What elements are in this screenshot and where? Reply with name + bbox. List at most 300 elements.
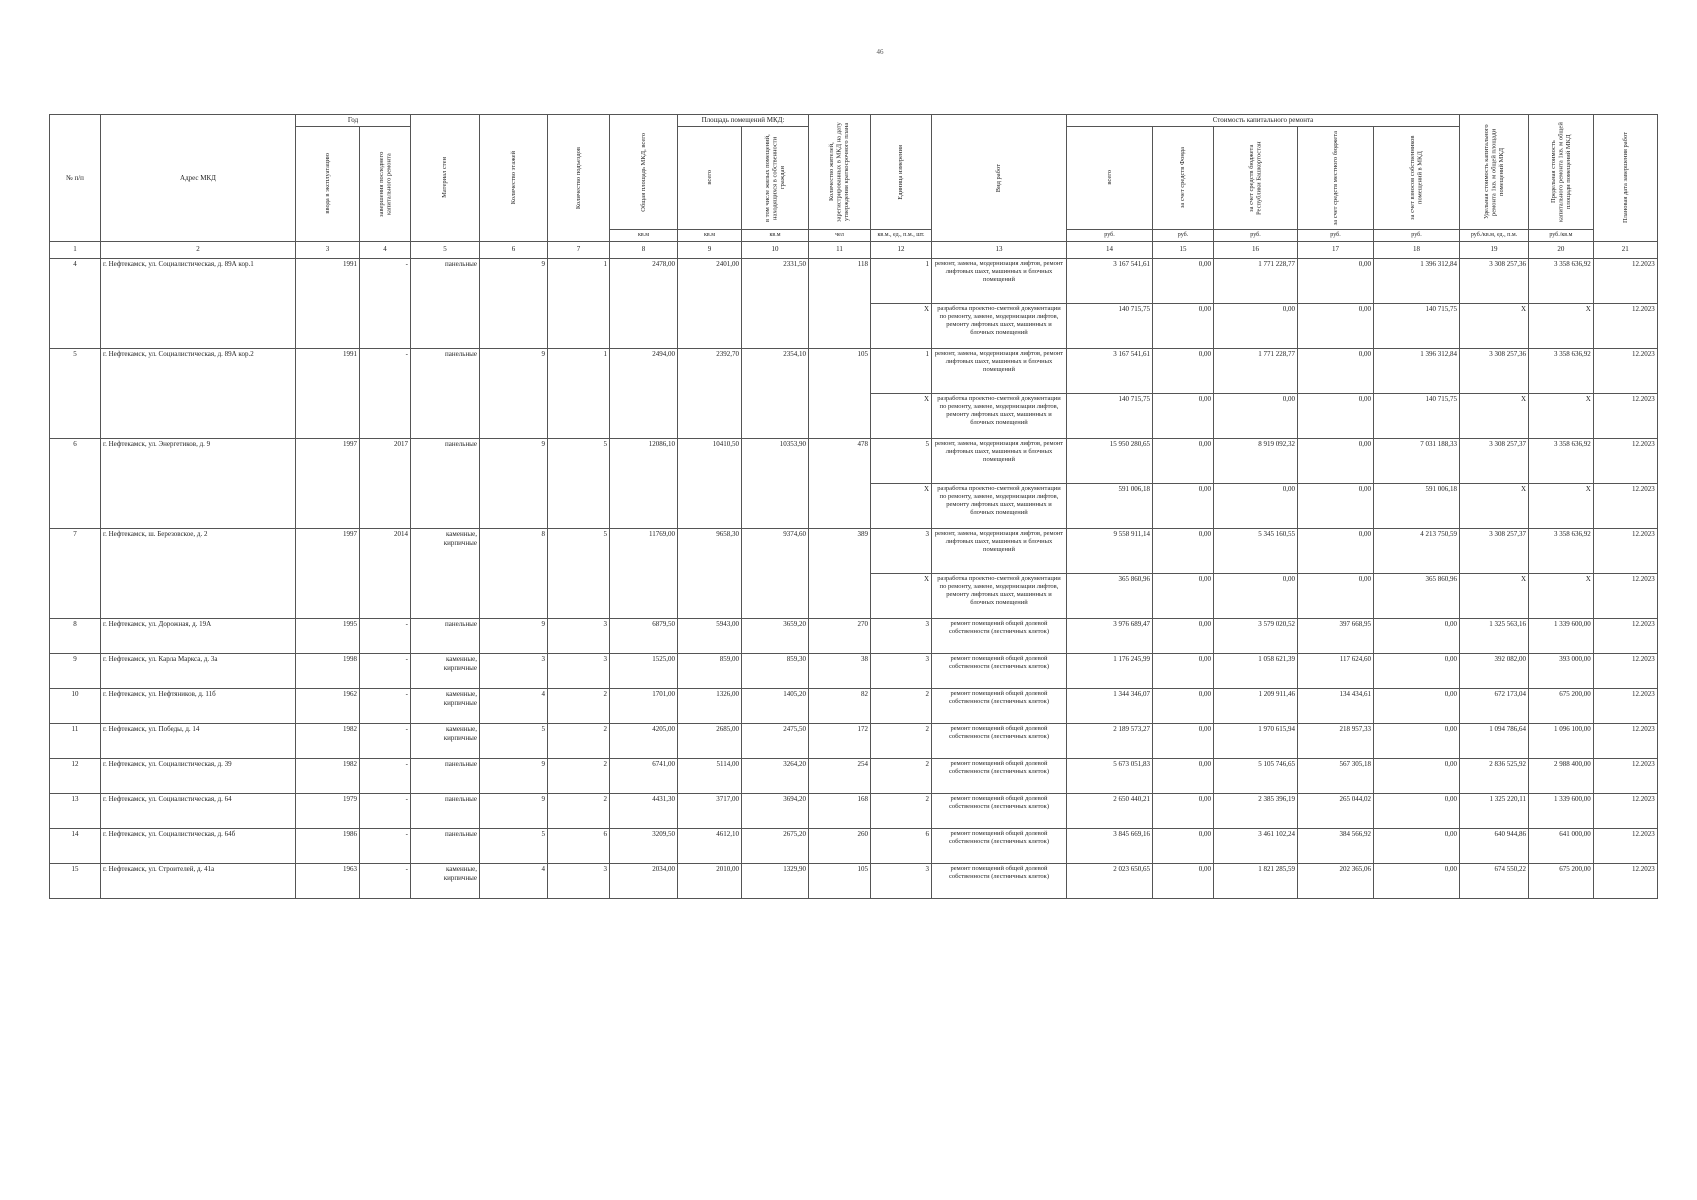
header-area-all: всего (678, 126, 742, 229)
header-area-group: Площадь помещений МКД: (678, 115, 809, 127)
cell-qty: X (871, 303, 932, 348)
page-number: 46 (876, 48, 884, 56)
cell-qty: 3 (871, 528, 932, 573)
cell-last-repair: - (360, 863, 411, 898)
cell-deadline: 12.2023 (1593, 258, 1657, 303)
column-number: 3 (296, 241, 360, 258)
cell-entrances: 3 (548, 863, 610, 898)
cell-last-repair: - (360, 688, 411, 723)
cell-floors: 9 (480, 438, 548, 528)
cell-floors: 9 (480, 258, 548, 348)
cell-floors: 4 (480, 688, 548, 723)
cell-residents: 105 (809, 348, 871, 438)
cell-residents: 478 (809, 438, 871, 528)
cell-qty: 2 (871, 723, 932, 758)
table-row (50, 688, 1658, 723)
cell-entrances: 2 (548, 758, 610, 793)
cell-area-all: 9658,30 (678, 528, 742, 618)
cell-total-area: 2034,00 (610, 863, 678, 898)
cell-cost-rb: 3 461 102,24 (1214, 828, 1298, 863)
cell-cost-total: 140 715,75 (1067, 303, 1153, 348)
cell-qty: X (871, 573, 932, 618)
cell-address: г. Нефтекамск, ш. Березовское, д. 2 (101, 528, 296, 618)
cell-unit-cost: X (1460, 483, 1529, 528)
column-number: 9 (678, 241, 742, 258)
header-year-last-repair: завершения последнего капитального ремонта (360, 126, 411, 241)
cell-num: 11 (50, 723, 101, 758)
cell-total-area: 1525,00 (610, 653, 678, 688)
cell-year: 1963 (296, 863, 360, 898)
column-number: 6 (480, 241, 548, 258)
cell-cost-total: 140 715,75 (1067, 393, 1153, 438)
cell-total-area: 4431,30 (610, 793, 678, 828)
table-row (50, 723, 1658, 758)
cell-cost-rb: 1 771 228,77 (1214, 258, 1298, 303)
column-number: 21 (1593, 241, 1657, 258)
cell-cost-local: 265 044,02 (1298, 793, 1374, 828)
cell-cost-local: 0,00 (1298, 438, 1374, 483)
cell-residents: 389 (809, 528, 871, 618)
header-area-owned: в том числе жилых помещений, находящихся в собственности граждан (742, 126, 809, 229)
cell-cost-rb: 3 579 020,52 (1214, 618, 1298, 653)
cell-cost-owners: 0,00 (1374, 653, 1460, 688)
column-numbers-row (50, 241, 1658, 258)
cell-cost-local: 0,00 (1298, 303, 1374, 348)
cell-cost-local: 202 365,06 (1298, 863, 1374, 898)
cell-cost-owners: 0,00 (1374, 618, 1460, 653)
cell-qty: 3 (871, 618, 932, 653)
cell-cost-local: 567 305,18 (1298, 758, 1374, 793)
column-number: 5 (411, 241, 480, 258)
cell-area-owned: 9374,60 (742, 528, 809, 618)
unit-cost-fund: руб. (1153, 229, 1214, 241)
cell-entrances: 2 (548, 723, 610, 758)
header-floors: Количество этажей (480, 115, 548, 242)
cell-area-owned: 3264,20 (742, 758, 809, 793)
table-row (50, 438, 1658, 483)
cell-material: панельные (411, 438, 480, 528)
cell-num: 9 (50, 653, 101, 688)
cell-material: панельные (411, 793, 480, 828)
unit-cost-owners: руб. (1374, 229, 1460, 241)
column-number: 11 (809, 241, 871, 258)
cell-cost-rb: 8 919 092,32 (1214, 438, 1298, 483)
cell-area-all: 2685,00 (678, 723, 742, 758)
column-number: 2 (101, 241, 296, 258)
table-row (50, 863, 1658, 898)
cell-cost-fund: 0,00 (1153, 863, 1214, 898)
cell-cost-fund: 0,00 (1153, 393, 1214, 438)
cell-entrances: 2 (548, 793, 610, 828)
cell-area-all: 10410,50 (678, 438, 742, 528)
cell-cost-fund: 0,00 (1153, 573, 1214, 618)
cell-limit-cost: 641 000,00 (1529, 828, 1594, 863)
cell-year: 1962 (296, 688, 360, 723)
cell-area-owned: 2354,10 (742, 348, 809, 438)
cell-cost-owners: 140 715,75 (1374, 393, 1460, 438)
cell-last-repair: 2014 (360, 528, 411, 618)
unit-unit-cost: руб./кв.м, ед., п.м. (1460, 229, 1529, 241)
cell-address: г. Нефтекамск, ул. Социалистическая, д. 89А кор.1 (101, 258, 296, 348)
cell-cost-fund: 0,00 (1153, 828, 1214, 863)
cell-cost-rb: 1 771 228,77 (1214, 348, 1298, 393)
cell-cost-rb: 5 105 746,65 (1214, 758, 1298, 793)
cell-cost-fund: 0,00 (1153, 438, 1214, 483)
cell-num: 15 (50, 863, 101, 898)
cell-num: 12 (50, 758, 101, 793)
cell-floors: 4 (480, 863, 548, 898)
table-row (50, 348, 1658, 393)
column-number: 10 (742, 241, 809, 258)
cell-year: 1991 (296, 348, 360, 438)
cell-last-repair: - (360, 618, 411, 653)
header-wall-material: Материал стен (411, 115, 480, 242)
unit-cost-rb: руб. (1214, 229, 1298, 241)
cell-qty: 3 (871, 653, 932, 688)
unit-area-owned: кв.м (742, 229, 809, 241)
cell-address: г. Нефтекамск, ул. Социалистическая, д. 89А кор.2 (101, 348, 296, 438)
unit-measure: кв.м., ед., п.м., шт. (871, 229, 932, 241)
cell-deadline: 12.2023 (1593, 618, 1657, 653)
cell-unit-cost: 672 173,04 (1460, 688, 1529, 723)
cell-work-type: ремонт, замена, модернизация лифтов, ремонт лифтовых шахт, машинных и блочных помещений (932, 528, 1067, 573)
header-cost-rb: за счет средств бюджета Республики Башкортостан (1214, 126, 1298, 229)
cell-unit-cost: X (1460, 303, 1529, 348)
cell-cost-owners: 0,00 (1374, 758, 1460, 793)
cell-cost-total: 2 023 650,65 (1067, 863, 1153, 898)
cell-cost-fund: 0,00 (1153, 258, 1214, 303)
cell-area-all: 3717,00 (678, 793, 742, 828)
cell-residents: 82 (809, 688, 871, 723)
table-row (50, 528, 1658, 573)
cell-floors: 5 (480, 723, 548, 758)
cell-last-repair: - (360, 828, 411, 863)
cell-cost-rb: 0,00 (1214, 483, 1298, 528)
cell-work-type: ремонт помещений общей долевой собственности (лестничных клеток) (932, 863, 1067, 898)
cell-unit-cost: 2 836 525,92 (1460, 758, 1529, 793)
cell-year: 1995 (296, 618, 360, 653)
cell-work-type: ремонт помещений общей долевой собственности (лестничных клеток) (932, 653, 1067, 688)
cell-num: 4 (50, 258, 101, 348)
cell-limit-cost: 3 358 636,92 (1529, 438, 1594, 483)
cell-residents: 105 (809, 863, 871, 898)
cell-work-type: ремонт помещений общей долевой собственности (лестничных клеток) (932, 723, 1067, 758)
cell-cost-fund: 0,00 (1153, 303, 1214, 348)
unit-limit-cost: руб./кв.м (1529, 229, 1594, 241)
cell-cost-total: 365 860,96 (1067, 573, 1153, 618)
cell-total-area: 2478,00 (610, 258, 678, 348)
column-number: 12 (871, 241, 932, 258)
cell-total-area: 1701,00 (610, 688, 678, 723)
cell-total-area: 11769,00 (610, 528, 678, 618)
cell-cost-local: 218 957,33 (1298, 723, 1374, 758)
cell-floors: 9 (480, 618, 548, 653)
cell-total-area: 12086,10 (610, 438, 678, 528)
cell-deadline: 12.2023 (1593, 393, 1657, 438)
table-row (50, 758, 1658, 793)
cell-deadline: 12.2023 (1593, 793, 1657, 828)
cell-cost-local: 0,00 (1298, 573, 1374, 618)
cell-total-area: 4205,00 (610, 723, 678, 758)
cell-qty: 2 (871, 793, 932, 828)
cell-deadline: 12.2023 (1593, 573, 1657, 618)
cell-last-repair: - (360, 758, 411, 793)
unit-total-area: кв.м (610, 229, 678, 241)
cell-unit-cost: 392 082,00 (1460, 653, 1529, 688)
cell-limit-cost: X (1529, 573, 1594, 618)
cell-work-type: ремонт, замена, модернизация лифтов, ремонт лифтовых шахт, машинных и блочных помещений (932, 258, 1067, 303)
cell-area-owned: 3694,20 (742, 793, 809, 828)
cell-cost-owners: 7 031 188,33 (1374, 438, 1460, 483)
cell-material: каменные, кирпичные (411, 863, 480, 898)
cell-entrances: 3 (548, 618, 610, 653)
cell-entrances: 1 (548, 258, 610, 348)
cell-area-owned: 2675,20 (742, 828, 809, 863)
cell-cost-owners: 1 396 312,84 (1374, 258, 1460, 303)
cell-cost-rb: 1 821 285,59 (1214, 863, 1298, 898)
cell-work-type: разработка проектно-сметной документации по ремонту, замене, модернизации лифтов, ремонту лифтовых шахт, машинных и блочных помещений (932, 573, 1067, 618)
header-entrances: Количество подъездов (548, 115, 610, 242)
cell-address: г. Нефтекамск, ул. Дорожная, д. 19А (101, 618, 296, 653)
cell-cost-fund: 0,00 (1153, 723, 1214, 758)
column-number: 18 (1374, 241, 1460, 258)
header-cost-group: Стоимость капитального ремонта (1067, 115, 1460, 127)
cell-cost-total: 1 344 346,07 (1067, 688, 1153, 723)
cell-residents: 168 (809, 793, 871, 828)
cell-qty: X (871, 483, 932, 528)
cell-address: г. Нефтекамск, ул. Энергетиков, д. 9 (101, 438, 296, 528)
cell-floors: 5 (480, 828, 548, 863)
cell-cost-rb: 1 209 911,46 (1214, 688, 1298, 723)
cell-deadline: 12.2023 (1593, 723, 1657, 758)
cell-qty: 1 (871, 348, 932, 393)
cell-address: г. Нефтекамск, ул. Социалистическая, д. 64 (101, 793, 296, 828)
cell-work-type: разработка проектно-сметной документации по ремонту, замене, модернизации лифтов, ремонту лифтовых шахт, машинных и блочных помещений (932, 393, 1067, 438)
cell-cost-owners: 591 006,18 (1374, 483, 1460, 528)
cell-deadline: 12.2023 (1593, 828, 1657, 863)
cell-area-owned: 2331,50 (742, 258, 809, 348)
cell-limit-cost: X (1529, 483, 1594, 528)
header-residents: Количество жителей, зарегистрированных в МКД на дату утверждения краткосрочного плана (809, 115, 871, 230)
cell-address: г. Нефтекамск, ул. Нефтяников, д. 11б (101, 688, 296, 723)
cell-year: 1986 (296, 828, 360, 863)
cell-cost-total: 15 950 280,65 (1067, 438, 1153, 483)
cell-cost-fund: 0,00 (1153, 528, 1214, 573)
capital-repair-register-table (49, 114, 1658, 899)
cell-unit-cost: 3 308 257,36 (1460, 258, 1529, 303)
cell-area-owned: 1405,20 (742, 688, 809, 723)
cell-qty: 6 (871, 828, 932, 863)
cell-deadline: 12.2023 (1593, 303, 1657, 348)
column-number: 8 (610, 241, 678, 258)
cell-num: 8 (50, 618, 101, 653)
cell-year: 1991 (296, 258, 360, 348)
unit-cost-total: руб. (1067, 229, 1153, 241)
cell-cost-total: 591 006,18 (1067, 483, 1153, 528)
cell-work-type: ремонт помещений общей долевой собственности (лестничных клеток) (932, 793, 1067, 828)
column-number: 14 (1067, 241, 1153, 258)
cell-limit-cost: 1 339 600,00 (1529, 793, 1594, 828)
cell-cost-total: 3 167 541,61 (1067, 348, 1153, 393)
cell-deadline: 12.2023 (1593, 653, 1657, 688)
cell-address: г. Нефтекамск, ул. Строителей, д. 41а (101, 863, 296, 898)
unit-area-all: кв.м (678, 229, 742, 241)
column-number: 13 (932, 241, 1067, 258)
cell-residents: 118 (809, 258, 871, 348)
cell-material: панельные (411, 348, 480, 438)
header-row-1 (50, 115, 1658, 127)
header-cost-total: всего (1067, 126, 1153, 229)
cell-material: каменные, кирпичные (411, 653, 480, 688)
cell-area-all: 1326,00 (678, 688, 742, 723)
cell-cost-owners: 0,00 (1374, 828, 1460, 863)
cell-deadline: 12.2023 (1593, 528, 1657, 573)
cell-qty: 2 (871, 688, 932, 723)
cell-cost-owners: 140 715,75 (1374, 303, 1460, 348)
cell-limit-cost: 2 988 400,00 (1529, 758, 1594, 793)
cell-unit-cost: 1 325 563,16 (1460, 618, 1529, 653)
cell-residents: 38 (809, 653, 871, 688)
cell-floors: 9 (480, 793, 548, 828)
cell-cost-local: 0,00 (1298, 393, 1374, 438)
cell-address: г. Нефтекамск, ул. Карла Маркса, д. 3а (101, 653, 296, 688)
cell-area-owned: 10353,90 (742, 438, 809, 528)
table-row (50, 828, 1658, 863)
cell-last-repair: - (360, 723, 411, 758)
cell-num: 13 (50, 793, 101, 828)
cell-cost-rb: 5 345 160,55 (1214, 528, 1298, 573)
cell-cost-fund: 0,00 (1153, 483, 1214, 528)
cell-cost-fund: 0,00 (1153, 618, 1214, 653)
header-num: № п/п (50, 115, 101, 242)
cell-last-repair: - (360, 653, 411, 688)
cell-cost-rb: 1 970 615,94 (1214, 723, 1298, 758)
cell-last-repair: - (360, 348, 411, 438)
header-address: Адрес МКД (101, 115, 296, 242)
cell-cost-rb: 0,00 (1214, 303, 1298, 348)
cell-cost-rb: 0,00 (1214, 393, 1298, 438)
cell-cost-local: 0,00 (1298, 483, 1374, 528)
cell-year: 1997 (296, 528, 360, 618)
cell-qty: 2 (871, 758, 932, 793)
cell-cost-owners: 4 213 750,59 (1374, 528, 1460, 573)
cell-limit-cost: 3 358 636,92 (1529, 258, 1594, 303)
cell-unit-cost: X (1460, 393, 1529, 438)
cell-residents: 172 (809, 723, 871, 758)
cell-cost-total: 2 650 440,21 (1067, 793, 1153, 828)
cell-area-all: 859,00 (678, 653, 742, 688)
cell-cost-local: 0,00 (1298, 258, 1374, 303)
cell-cost-fund: 0,00 (1153, 688, 1214, 723)
cell-work-type: разработка проектно-сметной документации по ремонту, замене, модернизации лифтов, ремонту лифтовых шахт, машинных и блочных помещений (932, 483, 1067, 528)
table-row (50, 793, 1658, 828)
cell-area-all: 5114,00 (678, 758, 742, 793)
cell-cost-fund: 0,00 (1153, 793, 1214, 828)
cell-address: г. Нефтекамск, ул. Социалистическая, д. 39 (101, 758, 296, 793)
cell-unit-cost: 3 308 257,36 (1460, 348, 1529, 393)
cell-cost-rb: 0,00 (1214, 573, 1298, 618)
cell-entrances: 5 (548, 528, 610, 618)
cell-cost-rb: 1 058 621,39 (1214, 653, 1298, 688)
cell-work-type: ремонт помещений общей долевой собственности (лестничных клеток) (932, 828, 1067, 863)
cell-area-owned: 1329,90 (742, 863, 809, 898)
cell-cost-owners: 1 396 312,84 (1374, 348, 1460, 393)
cell-area-all: 2010,00 (678, 863, 742, 898)
cell-cost-local: 117 624,60 (1298, 653, 1374, 688)
header-limit-cost: Предельная стоимость капитального ремонта 1кв. м общей площади помещений МКД (1529, 115, 1594, 230)
cell-floors: 3 (480, 653, 548, 688)
cell-cost-total: 5 673 051,83 (1067, 758, 1153, 793)
cell-unit-cost: 674 550,22 (1460, 863, 1529, 898)
column-number: 16 (1214, 241, 1298, 258)
cell-limit-cost: 1 096 100,00 (1529, 723, 1594, 758)
cell-cost-local: 384 566,92 (1298, 828, 1374, 863)
cell-cost-total: 2 189 573,27 (1067, 723, 1153, 758)
cell-area-all: 2401,00 (678, 258, 742, 348)
cell-cost-owners: 0,00 (1374, 723, 1460, 758)
cell-area-owned: 859,30 (742, 653, 809, 688)
cell-limit-cost: 393 000,00 (1529, 653, 1594, 688)
cell-limit-cost: 675 200,00 (1529, 688, 1594, 723)
cell-material: панельные (411, 758, 480, 793)
cell-work-type: ремонт, замена, модернизация лифтов, ремонт лифтовых шахт, машинных и блочных помещений (932, 438, 1067, 483)
cell-material: каменные, кирпичные (411, 528, 480, 618)
cell-unit-cost: 3 308 257,37 (1460, 528, 1529, 573)
cell-deadline: 12.2023 (1593, 863, 1657, 898)
table-row (50, 258, 1658, 303)
cell-cost-rb: 2 385 396,19 (1214, 793, 1298, 828)
cell-residents: 254 (809, 758, 871, 793)
cell-area-owned: 3659,20 (742, 618, 809, 653)
cell-year: 1982 (296, 723, 360, 758)
cell-material: панельные (411, 258, 480, 348)
cell-qty: 3 (871, 863, 932, 898)
cell-year: 1979 (296, 793, 360, 828)
cell-area-owned: 2475,50 (742, 723, 809, 758)
cell-area-all: 5943,00 (678, 618, 742, 653)
cell-deadline: 12.2023 (1593, 758, 1657, 793)
cell-cost-fund: 0,00 (1153, 758, 1214, 793)
cell-entrances: 2 (548, 688, 610, 723)
header-unit-cost: Удельная стоимость капитального ремонта 1кв. м общей площади помещений МКД (1460, 115, 1529, 230)
cell-floors: 8 (480, 528, 548, 618)
header-total-area: Общая площадь МКД, всего (610, 115, 678, 230)
table-row (50, 653, 1658, 688)
cell-residents: 260 (809, 828, 871, 863)
cell-last-repair: - (360, 793, 411, 828)
cell-limit-cost: 1 339 600,00 (1529, 618, 1594, 653)
cell-year: 1997 (296, 438, 360, 528)
column-number: 15 (1153, 241, 1214, 258)
cell-limit-cost: X (1529, 303, 1594, 348)
cell-cost-total: 3 845 669,16 (1067, 828, 1153, 863)
cell-limit-cost: X (1529, 393, 1594, 438)
cell-year: 1998 (296, 653, 360, 688)
cell-last-repair: 2017 (360, 438, 411, 528)
cell-deadline: 12.2023 (1593, 438, 1657, 483)
cell-work-type: разработка проектно-сметной документации по ремонту, замене, модернизации лифтов, ремонту лифтовых шахт, машинных и блочных помещений (932, 303, 1067, 348)
cell-deadline: 12.2023 (1593, 688, 1657, 723)
cell-total-area: 3209,50 (610, 828, 678, 863)
column-number: 20 (1529, 241, 1594, 258)
cell-qty: 5 (871, 438, 932, 483)
column-number: 7 (548, 241, 610, 258)
cell-cost-local: 0,00 (1298, 528, 1374, 573)
cell-address: г. Нефтекамск, ул. Победы, д. 14 (101, 723, 296, 758)
cell-material: панельные (411, 828, 480, 863)
cell-num: 7 (50, 528, 101, 618)
unit-cost-local: руб. (1298, 229, 1374, 241)
